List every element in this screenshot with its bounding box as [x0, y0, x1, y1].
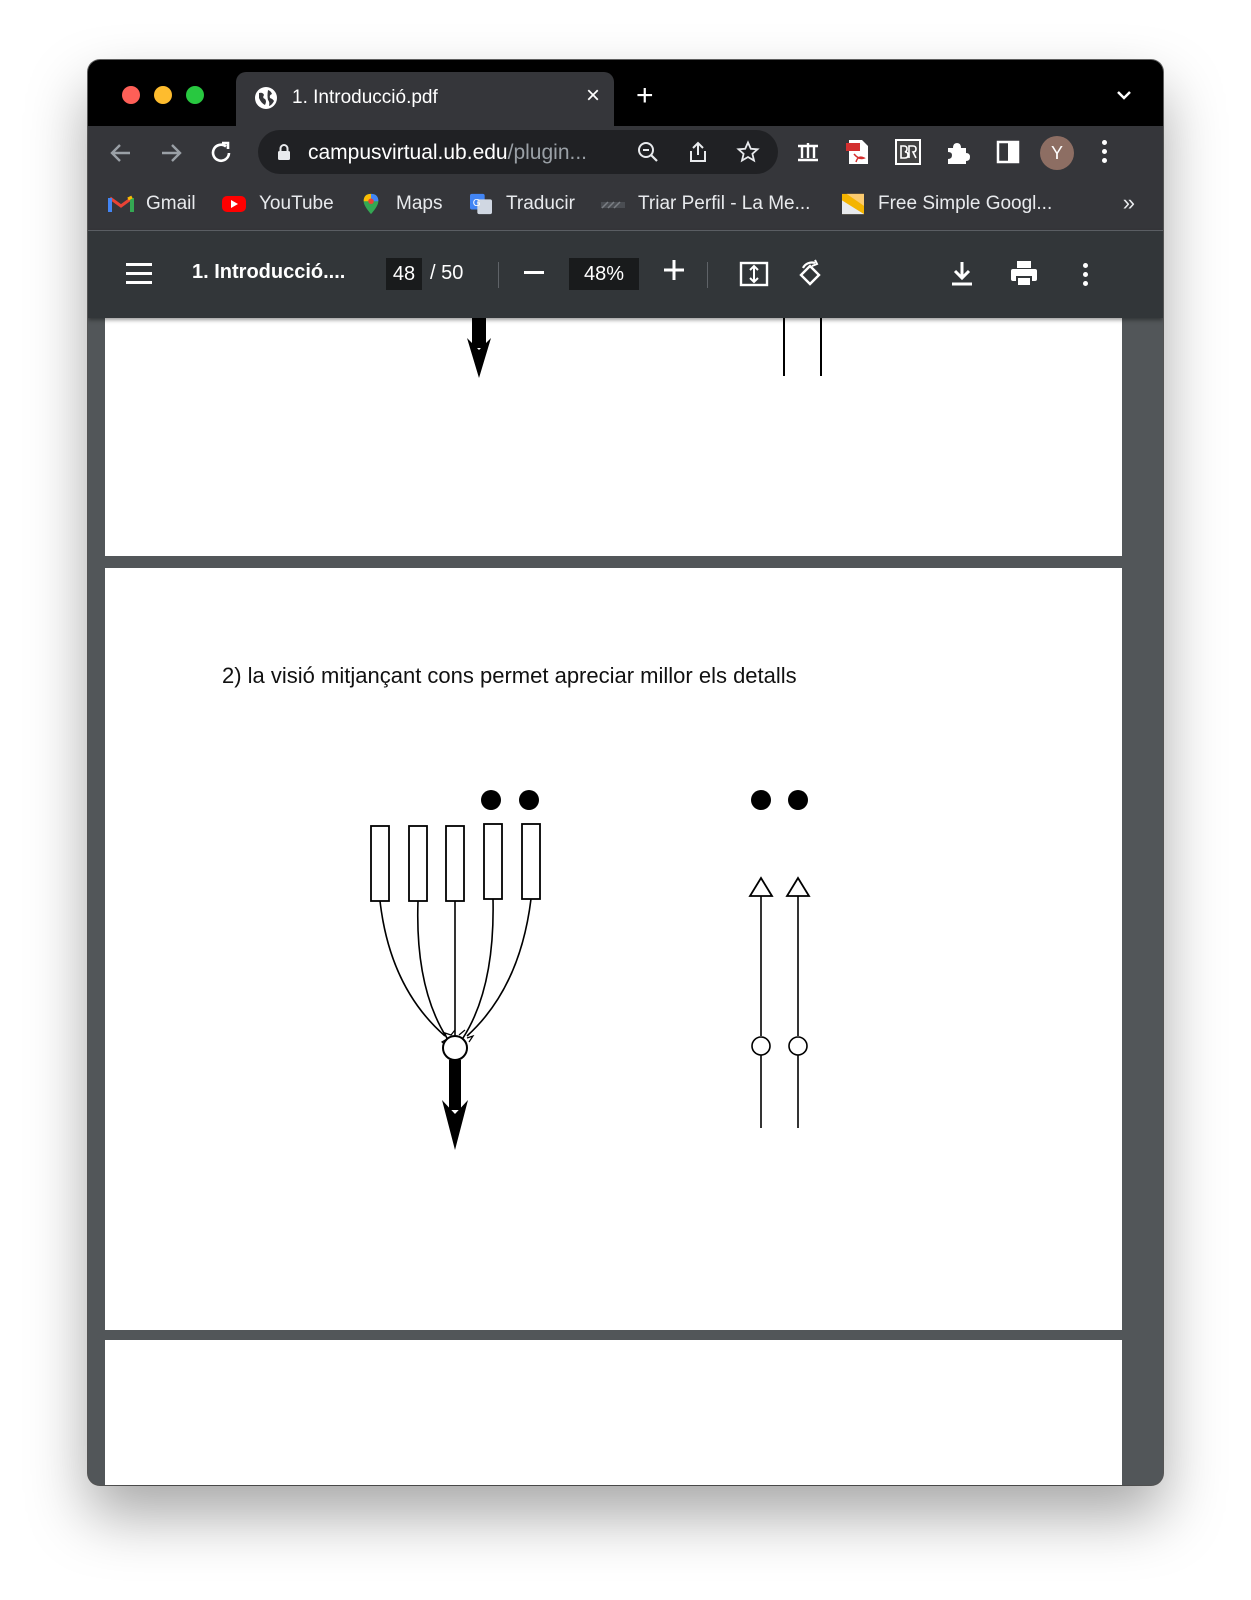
- minimize-window-button[interactable]: [154, 86, 172, 104]
- slides-icon: [840, 193, 866, 215]
- globe-icon: [254, 86, 278, 110]
- youtube-icon: [221, 193, 247, 215]
- pdf-toolbar: [88, 231, 1163, 318]
- bookmark-label: YouTube: [259, 193, 334, 214]
- tab-strip: [88, 60, 1163, 126]
- print-icon[interactable]: [1008, 258, 1040, 290]
- lock-icon[interactable]: [276, 143, 292, 161]
- pdf-more-options-icon[interactable]: [1083, 263, 1089, 290]
- url-host: campusvirtual.ub.edu: [308, 141, 508, 164]
- sidebar-menu-icon[interactable]: [126, 263, 152, 290]
- page-caption: 2) la visió mitjançant cons permet apreciar millor els detalls: [222, 663, 797, 688]
- divider: [707, 262, 708, 288]
- zoom-window-button[interactable]: [186, 86, 204, 104]
- bookmark-youtube[interactable]: [221, 191, 334, 217]
- bookmark-label: Free Simple Googl...: [878, 193, 1053, 214]
- bookmark-label: Triar Perfil - La Me...: [638, 193, 811, 214]
- more-bookmarks-chevron[interactable]: »: [1122, 190, 1135, 215]
- zoom-out-button[interactable]: [524, 271, 544, 274]
- bookmark-label: Maps: [396, 193, 443, 214]
- puzzle-extensions-icon[interactable]: [944, 138, 972, 166]
- divider: [498, 262, 499, 288]
- page-total: / 50: [430, 262, 464, 284]
- page-figure: [105, 318, 1122, 556]
- bookmark-star-icon[interactable]: [736, 140, 760, 164]
- address-bar[interactable]: [258, 130, 778, 174]
- url-text[interactable]: [308, 141, 587, 165]
- tab-active[interactable]: [236, 72, 614, 126]
- page-number-input[interactable]: 48: [386, 258, 422, 290]
- rotate-icon[interactable]: [794, 258, 826, 290]
- bookmarks-bar: [88, 180, 1163, 231]
- forward-arrow-icon[interactable]: [156, 138, 186, 168]
- profile-avatar[interactable]: Y: [1040, 136, 1074, 170]
- share-icon[interactable]: [686, 140, 710, 164]
- bookmark-traducir[interactable]: [468, 191, 575, 217]
- maps-icon: [358, 193, 384, 215]
- fit-to-page-icon[interactable]: [738, 258, 770, 290]
- tab-close-icon[interactable]: ×: [585, 82, 600, 109]
- download-icon[interactable]: [946, 258, 978, 290]
- zoom-in-button[interactable]: [663, 259, 685, 281]
- browser-toolbar: [88, 126, 1163, 180]
- svg-text:G: G: [472, 197, 481, 209]
- side-panel-icon[interactable]: [994, 138, 1022, 166]
- reload-icon[interactable]: [206, 138, 236, 168]
- br-icon[interactable]: [894, 138, 922, 166]
- tab-search-chevron-icon[interactable]: [1115, 86, 1133, 104]
- pdf-page-47: [105, 318, 1122, 556]
- bookmark-triar-perfil[interactable]: [600, 191, 810, 217]
- bookmark-maps[interactable]: [358, 191, 442, 217]
- tab-title: 1. Introducció.pdf: [292, 87, 438, 108]
- pdf-viewer[interactable]: [88, 318, 1163, 1485]
- chrome-menu-icon[interactable]: [1102, 140, 1108, 167]
- bookmark-label: Gmail: [146, 193, 196, 214]
- zoom-level-input[interactable]: 48%: [569, 258, 639, 290]
- bookmark-label: Traducir: [506, 193, 575, 214]
- close-window-button[interactable]: [122, 86, 140, 104]
- gmail-icon: [108, 193, 134, 215]
- url-path: /plugin...: [507, 141, 588, 164]
- zoom-magnifier-icon[interactable]: [636, 140, 660, 164]
- bookmark-free-simple[interactable]: [840, 191, 1052, 217]
- pdf-page-49: [105, 1340, 1122, 1485]
- browser-window: [88, 60, 1163, 1485]
- pdf-page-48: [105, 568, 1122, 1330]
- bookmark-gmail[interactable]: [108, 191, 196, 217]
- languagetool-icon[interactable]: [794, 138, 822, 166]
- salut-icon: [600, 193, 626, 215]
- pdf-title: 1. Introducció....: [192, 261, 346, 283]
- back-arrow-icon[interactable]: [106, 138, 136, 168]
- new-tab-button[interactable]: +: [636, 79, 654, 112]
- translate-icon: [468, 193, 494, 215]
- pdf-icon[interactable]: [844, 138, 872, 166]
